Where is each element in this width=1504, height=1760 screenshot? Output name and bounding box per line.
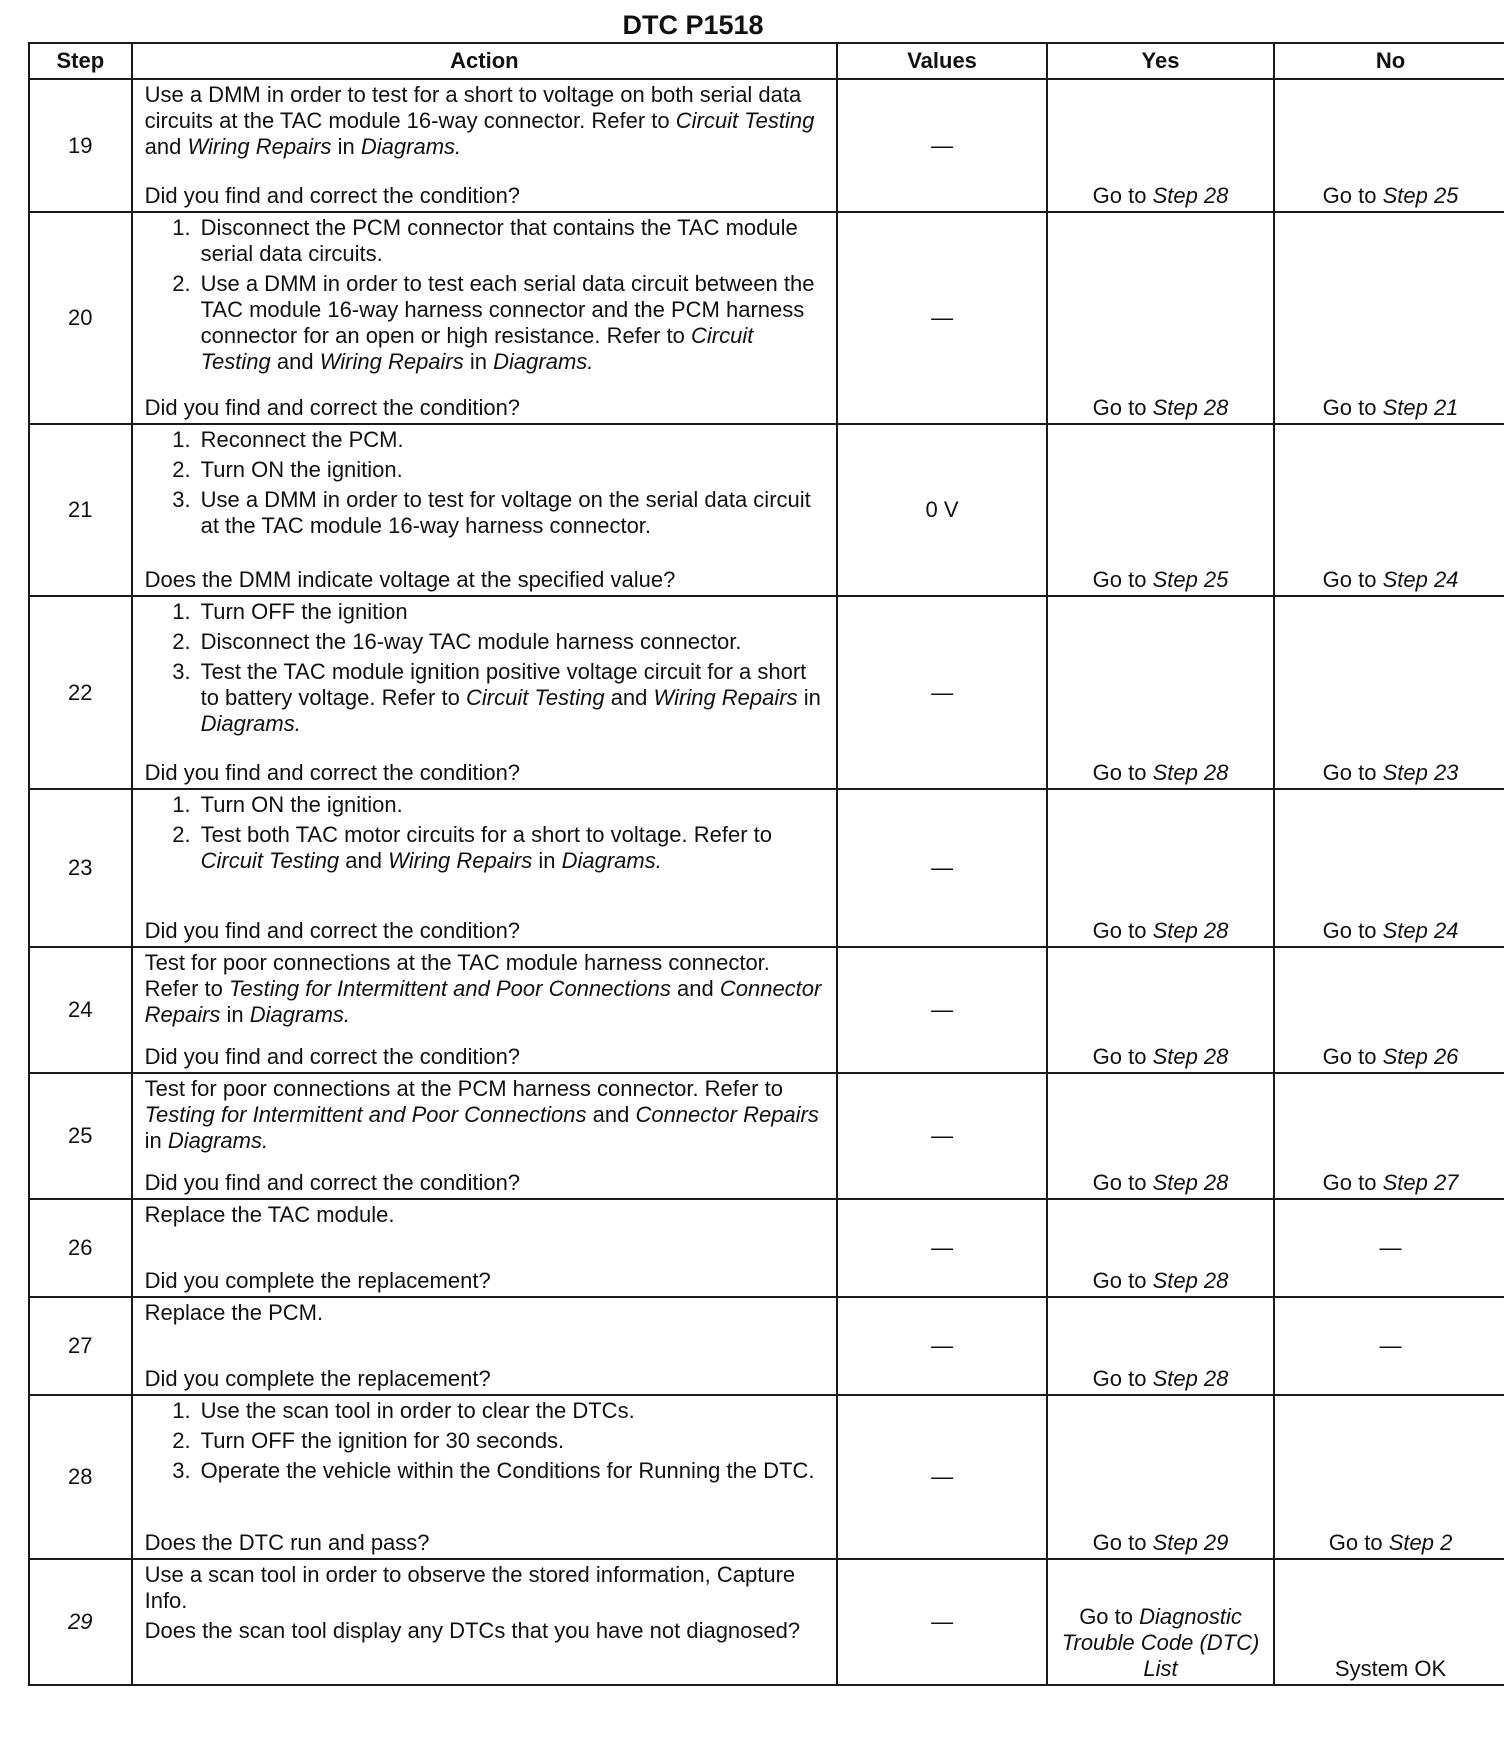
action-question: Did you find and correct the condition? bbox=[144, 1170, 521, 1195]
header-values: Values bbox=[837, 43, 1047, 79]
no-cell: — bbox=[1274, 1297, 1504, 1395]
yes-cell: Go to Step 28 bbox=[1047, 1297, 1274, 1395]
values-cell: 0 V bbox=[837, 424, 1047, 596]
values-cell: — bbox=[837, 212, 1047, 424]
list-item: 2. Turn ON the ignition. bbox=[172, 457, 403, 482]
step-number: 29 bbox=[29, 1559, 132, 1685]
step-number: 24 bbox=[29, 947, 132, 1073]
action-cell bbox=[132, 1395, 838, 1559]
values-cell: — bbox=[837, 79, 1047, 212]
action-cell bbox=[132, 79, 838, 212]
no-cell: Go to Step 27 bbox=[1274, 1073, 1504, 1199]
values-cell: — bbox=[837, 596, 1047, 789]
list-item: 1. Reconnect the PCM. bbox=[172, 427, 404, 452]
values-cell: — bbox=[837, 1073, 1047, 1199]
action-list bbox=[145, 1398, 827, 1488]
no-cell: Go to Step 2 bbox=[1274, 1395, 1504, 1559]
table-row bbox=[29, 1073, 1504, 1199]
action-text: Use a DMM in order to test for a short to voltage on both serial data circuits at the TAC module 16-way connector. Refer to Circuit Testing and Wiring Repairs in Diagrams. bbox=[144, 82, 815, 159]
yes-cell: Go to Step 28 bbox=[1047, 79, 1274, 212]
action-text: Test for poor connections at the PCM harness connector. Refer to Testing for Intermittent and Poor Connections and Connector Repairs in Diagrams. bbox=[144, 1076, 819, 1153]
action-text: Replace the PCM. bbox=[144, 1300, 324, 1325]
action-text: Replace the TAC module. bbox=[144, 1202, 395, 1227]
yes-cell: Go to Step 28 bbox=[1047, 947, 1274, 1073]
table-row bbox=[29, 212, 1504, 424]
values-cell: — bbox=[837, 789, 1047, 947]
action-question: Did you find and correct the condition? bbox=[144, 918, 521, 943]
yes-cell: Go to Step 29 bbox=[1047, 1395, 1274, 1559]
list-item: 1. Turn ON the ignition. bbox=[172, 792, 403, 817]
no-cell: Go to Step 21 bbox=[1274, 212, 1504, 424]
action-cell bbox=[132, 596, 838, 789]
no-cell: — bbox=[1274, 1199, 1504, 1297]
action-question: Did you find and correct the condition? bbox=[144, 183, 521, 208]
yes-cell: Go to Step 28 bbox=[1047, 1199, 1274, 1297]
list-item: 2. Use a DMM in order to test each serial data circuit between the TAC module 16-way harness connector and the PCM harness connector for an open or high resistance. Refer to Circuit Testing and Wiring Repairs in Diagrams. bbox=[172, 271, 815, 374]
action-list bbox=[145, 792, 827, 878]
yes-cell: Go to Step 28 bbox=[1047, 596, 1274, 789]
header-step: Step bbox=[29, 43, 132, 79]
action-text: Use a scan tool in order to observe the stored information, Capture Info. bbox=[144, 1562, 796, 1613]
page-title: DTC P1518 bbox=[622, 10, 764, 40]
list-item: 3. Test the TAC module ignition positive voltage circuit for a short to battery voltage. Refer to Circuit Testing and Wiring Repairs in Diagrams. bbox=[172, 659, 821, 736]
yes-cell: Go to Diagnostic Trouble Code (DTC) List bbox=[1047, 1559, 1274, 1685]
action-question: Did you complete the replacement? bbox=[144, 1268, 491, 1293]
table-row bbox=[29, 79, 1504, 212]
action-list bbox=[145, 599, 827, 741]
table-row bbox=[29, 789, 1504, 947]
action-cell bbox=[132, 424, 838, 596]
table-row bbox=[29, 1559, 1504, 1685]
no-cell: Go to Step 23 bbox=[1274, 596, 1504, 789]
action-question: Does the DMM indicate voltage at the specified value? bbox=[144, 567, 676, 592]
step-number: 25 bbox=[29, 1073, 132, 1199]
values-cell: — bbox=[837, 1395, 1047, 1559]
action-cell bbox=[132, 212, 838, 424]
list-item: 2. Disconnect the 16-way TAC module harness connector. bbox=[172, 629, 742, 654]
yes-cell: Go to Step 28 bbox=[1047, 789, 1274, 947]
table-row bbox=[29, 596, 1504, 789]
step-number: 28 bbox=[29, 1395, 132, 1559]
table-row bbox=[29, 1297, 1504, 1395]
table-row bbox=[29, 1395, 1504, 1559]
table-row bbox=[29, 424, 1504, 596]
action-cell bbox=[132, 1559, 838, 1685]
no-cell: Go to Step 24 bbox=[1274, 789, 1504, 947]
list-item: 2. Test both TAC motor circuits for a short to voltage. Refer to Circuit Testing and Wiring Repairs in Diagrams. bbox=[172, 822, 773, 873]
step-number: 27 bbox=[29, 1297, 132, 1395]
list-item: 3. Operate the vehicle within the Conditions for Running the DTC. bbox=[172, 1458, 815, 1483]
action-cell bbox=[132, 947, 838, 1073]
action-question: Did you complete the replacement? bbox=[144, 1366, 491, 1391]
header-no: No bbox=[1274, 43, 1504, 79]
diagnostic-table bbox=[28, 42, 1504, 1686]
step-number: 23 bbox=[29, 789, 132, 947]
values-cell: — bbox=[837, 1559, 1047, 1685]
list-item: 3. Use a DMM in order to test for voltage on the serial data circuit at the TAC module 16-way harness connector. bbox=[172, 487, 811, 538]
values-cell: — bbox=[837, 1199, 1047, 1297]
no-cell: System OK bbox=[1274, 1559, 1504, 1685]
action-text: Test for poor connections at the TAC module harness connector. Refer to Testing for Intermittent and Poor Connections and Connector Repairs in Diagrams. bbox=[144, 950, 822, 1027]
yes-cell: Go to Step 25 bbox=[1047, 424, 1274, 596]
list-item: 2. Turn OFF the ignition for 30 seconds. bbox=[172, 1428, 565, 1453]
step-number: 26 bbox=[29, 1199, 132, 1297]
header-action: Action bbox=[132, 43, 838, 79]
action-question: Did you find and correct the condition? bbox=[144, 1044, 521, 1069]
yes-cell: Go to Step 28 bbox=[1047, 1073, 1274, 1199]
list-item: 1. Use the scan tool in order to clear the DTCs. bbox=[172, 1398, 635, 1423]
table-row bbox=[29, 947, 1504, 1073]
step-number: 19 bbox=[29, 79, 132, 212]
action-question: Does the scan tool display any DTCs that you have not diagnosed? bbox=[144, 1618, 801, 1643]
action-cell bbox=[132, 789, 838, 947]
step-number: 21 bbox=[29, 424, 132, 596]
no-cell: Go to Step 26 bbox=[1274, 947, 1504, 1073]
action-cell bbox=[132, 1073, 838, 1199]
yes-cell: Go to Step 28 bbox=[1047, 212, 1274, 424]
action-cell bbox=[132, 1199, 838, 1297]
step-number: 22 bbox=[29, 596, 132, 789]
header-yes: Yes bbox=[1047, 43, 1274, 79]
table-header-row bbox=[29, 43, 1504, 79]
action-question: Did you find and correct the condition? bbox=[144, 760, 521, 785]
action-question: Does the DTC run and pass? bbox=[144, 1530, 430, 1555]
action-list bbox=[145, 427, 827, 543]
list-item: 1. Disconnect the PCM connector that contains the TAC module serial data circuits. bbox=[172, 215, 798, 266]
no-cell: Go to Step 25 bbox=[1274, 79, 1504, 212]
table-row bbox=[29, 1199, 1504, 1297]
values-cell: — bbox=[837, 1297, 1047, 1395]
action-question: Did you find and correct the condition? bbox=[144, 395, 521, 420]
action-cell bbox=[132, 1297, 838, 1395]
action-list bbox=[145, 215, 827, 379]
list-item: 1. Turn OFF the ignition bbox=[172, 599, 408, 624]
no-cell: Go to Step 24 bbox=[1274, 424, 1504, 596]
step-number: 20 bbox=[29, 212, 132, 424]
values-cell: — bbox=[837, 947, 1047, 1073]
